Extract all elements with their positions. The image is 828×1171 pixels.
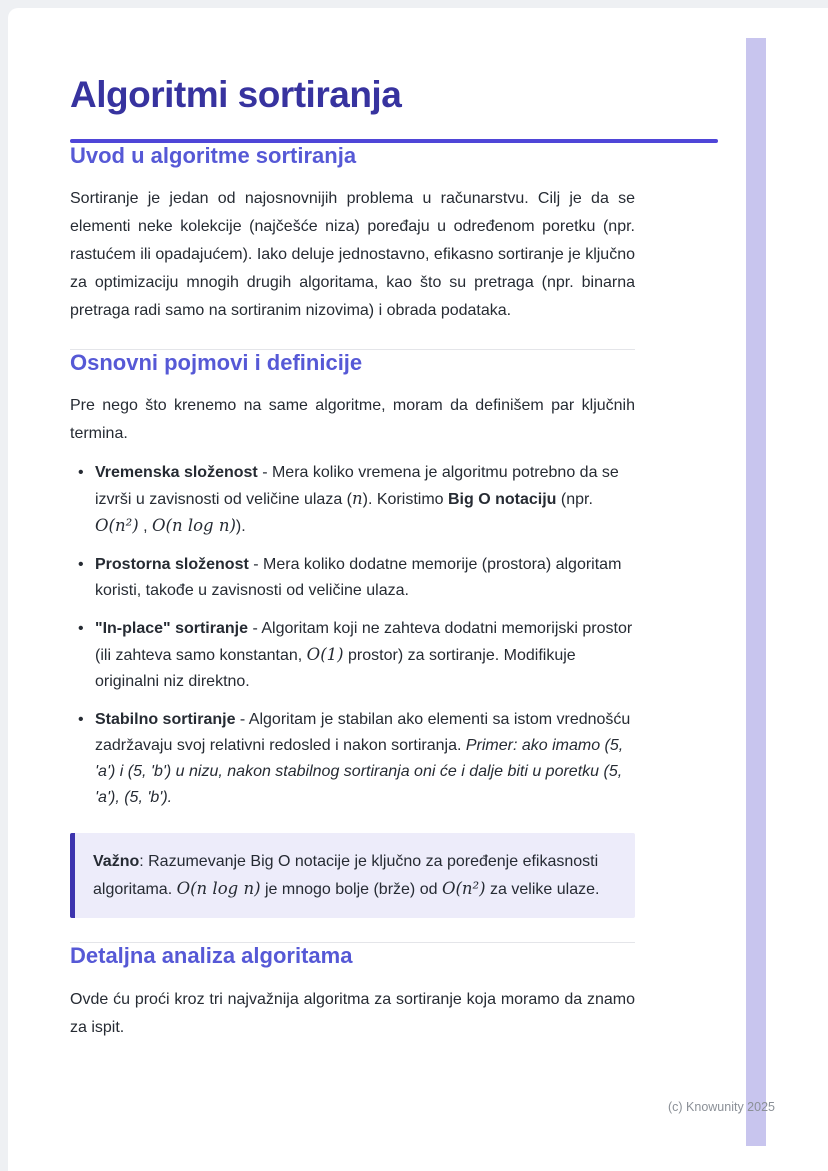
page-title: Algoritmi sortiranja [70,74,402,115]
list-item-text: Stabilno sortiranje - Algoritam je stabilan ako elementi sa istom vrednošću zadržavaju svoj relativni redosled i nakon sortiranja. Primer: ako imamo (5, 'a') i (5, 'b') u nizu, nakon stabilnog sortiranja oni će i dalje biti u poretku (5, 'a'), (5, 'b'). [95,711,631,807]
bullet-marker: • [78,464,84,482]
callout-text: Važno: Razumevanje Big O notacije je ključno za poređenje efikasnosti algoritama. O(n log n) je mnogo bolje (brže) od O(n²) za velike ulaze. [93,853,600,899]
list-item-vremenska-slozenost [70,460,635,540]
concepts-paragraph: Pre nego što krenemo na same algoritme, moram da definišem par ključnih termina. [70,397,635,443]
section-heading-detaljna-analiza: Detaljna analiza algoritama [70,943,353,969]
list-item-stabilno-sortiranje [70,707,635,811]
list-item-in-place-sortiranje [70,616,635,695]
definitions-list [70,460,635,811]
list-item-text: Vremenska složenost - Mera koliko vremena je algoritmu potrebno da se izvrši u zavisnosti od veličine ulaza (n). Koristimo Big O notaciju (npr. O(n²) , O(n log n)). [95,464,619,536]
intro-paragraph: Sortiranje je jedan od najosnovnijih problema u računarstvu. Cilj je da se elementi neke kolekcije (najčešće niza) poređaju u određenom poretku (npr. rastućem ili opadajućem). Iako deluje jednostavno, efikasno sortiranje je ključno za optimizaciju mnogih drugih algoritama, kao što su pretraga (npr. binarna pretraga radi samo na sortiranim nizovima) i obrada podataka. [70,189,635,319]
copyright-footer: (c) Knowunity 2025 [667,1100,775,1114]
bullet-marker: • [78,711,84,729]
document-content [70,0,718,1042]
analysis-paragraph: Ovde ću proći kroz tri najvažnija algoritma za sortiranje koja moramo da znamo za ispit. [70,990,635,1036]
important-callout [70,833,635,918]
bullet-marker: • [78,556,84,574]
section-heading-uvod: Uvod u algoritme sortiranja [70,142,357,168]
bullet-marker: • [78,620,84,638]
list-item-text: "In-place" sortiranje - Algoritam koji ne zahteva dodatni memorijski prostor (ili zahteva samo konstantan, O(1) prostor) za sortiranje. Modifikuje originalni niz direktno. [95,620,633,691]
list-item-text: Prostorna složenost - Mera koliko dodatne memorije (prostora) algoritam koristi, takođe u zavisnosti od veličine ulaza. [95,556,622,600]
list-item-prostorna-slozenost [70,552,635,604]
decorative-side-stripe [746,38,766,1146]
section-heading-osnovni-pojmovi: Osnovni pojmovi i definicije [70,349,363,375]
